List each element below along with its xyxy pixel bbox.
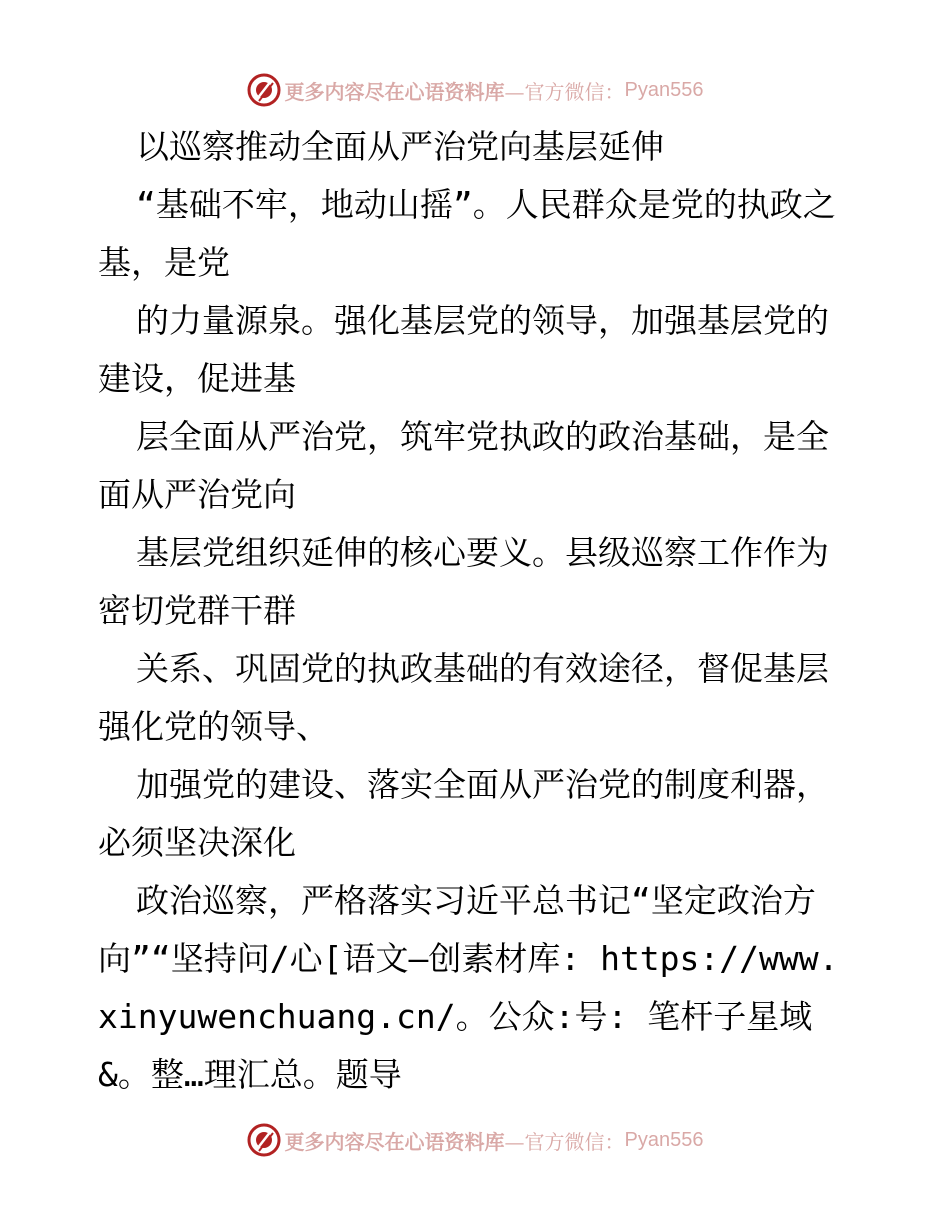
banner-subtitle: —官方微信： <box>504 79 625 104</box>
body-line: 的力量源泉。强化基层党的领导，加强基层党的建设，促进基 <box>98 301 829 398</box>
body-line: “基础不牢，地动山摇”。人民群众是党的执政之基，是党 <box>98 185 836 282</box>
body-line: 以巡察推动全面从严治党向基层延伸 <box>136 127 664 166</box>
document-body <box>98 118 858 1104</box>
footer-banner <box>0 1120 950 1160</box>
body-line: 关系、巩固党的执政基础的有效途径，督促基层强化党的领导、 <box>98 649 829 746</box>
banner-subtitle: —官方微信： <box>504 1129 625 1154</box>
body-line: 加强党的建设、落实全面从严治党的制度利器，必须坚决深化 <box>98 765 829 862</box>
body-line: 政治巡察，严格落实习近平总书记“坚定政治方向”“坚持问/心[语文—创素材库: https://www.xinyuwenchuang.cn/。公众:号: 笔杆子星域&。整…理汇总。题导 <box>98 881 839 1094</box>
banner-wechat-id: Pyan556 <box>624 1128 704 1151</box>
header-banner <box>0 70 950 110</box>
red-circle-logo-icon <box>247 1123 281 1157</box>
banner-title: 更多内容尽在心语资料库 <box>284 1129 505 1154</box>
body-line: 基层党组织延伸的核心要义。县级巡察工作作为密切党群干群 <box>98 533 829 630</box>
banner-title: 更多内容尽在心语资料库 <box>284 79 505 104</box>
red-circle-logo-icon <box>247 73 281 107</box>
banner-wechat-id: Pyan556 <box>624 78 704 101</box>
body-line: 层全面从严治党，筑牢党执政的政治基础，是全面从严治党向 <box>98 417 829 514</box>
